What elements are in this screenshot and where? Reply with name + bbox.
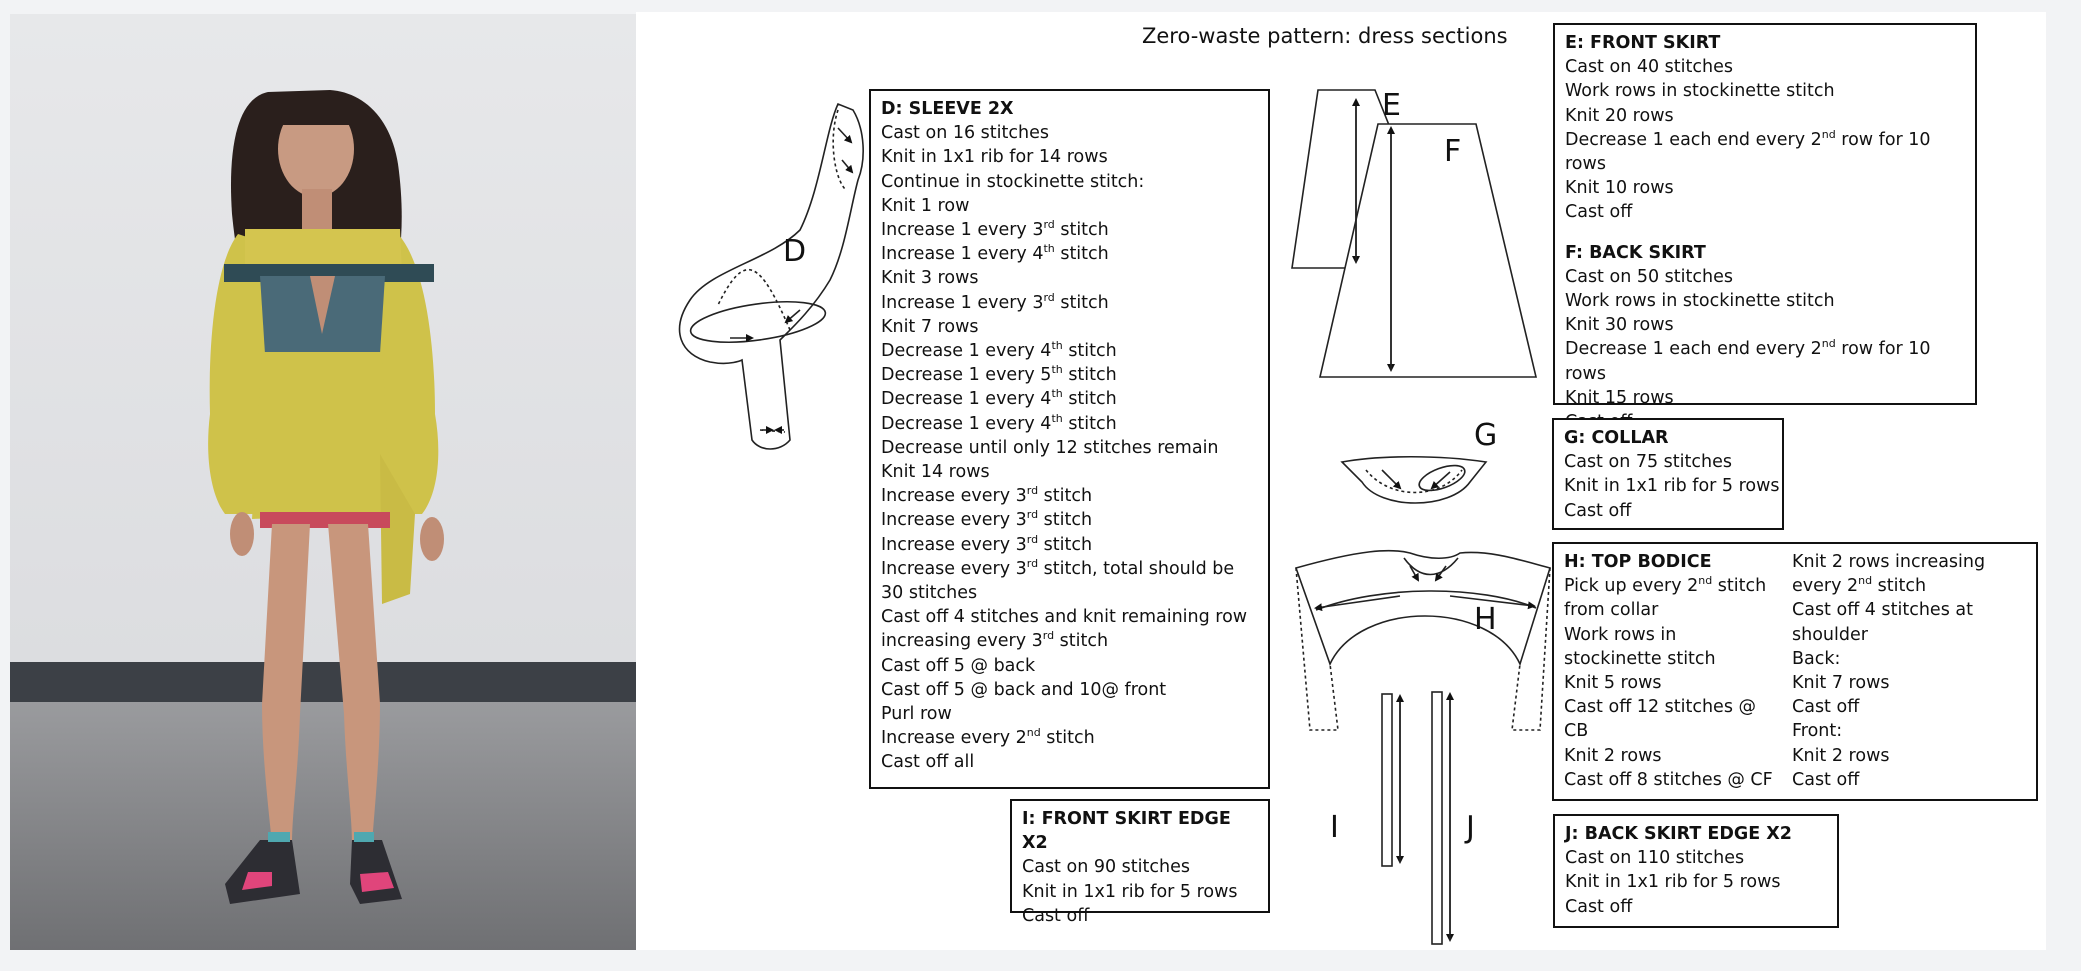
collar-lines <box>1564 450 1780 523</box>
instruction-line <box>1565 337 1965 385</box>
ordinal-suffix: nd <box>1821 127 1836 141</box>
instruction-line: Work rows in stockinette stitch <box>1565 291 1835 312</box>
ordinal-suffix: th <box>1051 411 1063 425</box>
ordinal-suffix: th <box>1051 387 1063 401</box>
instruction-line: Knit 30 rows <box>1565 315 1674 336</box>
instruction-line: Cast off <box>1792 769 1860 790</box>
instruction-text: stitch, total should be 30 stitches <box>881 558 1235 604</box>
label-g: G <box>1474 418 1498 453</box>
pattern-title: Zero-waste pattern: dress sections <box>1142 24 1508 48</box>
ordinal-suffix: th <box>1051 339 1063 353</box>
front-edge-heading: I: FRONT SKIRT EDGE X2 <box>1022 809 1231 854</box>
instruction-line: Cast off all <box>881 752 975 773</box>
instruction-text: stitch <box>1062 341 1117 362</box>
instruction-text: Decrease 1 every 4 <box>881 341 1052 362</box>
instruction-text: stitch <box>1062 365 1117 386</box>
instruction-text: Increase every 3 <box>881 486 1027 507</box>
instruction-line: Cast off <box>1565 202 1633 223</box>
instruction-line: Knit 1 row <box>881 195 970 216</box>
instruction-text: stitch <box>1054 220 1109 241</box>
instruction-text: Knit 2 rows increasing every 2 <box>1792 552 1986 597</box>
instruction-text: stitch <box>1062 389 1117 410</box>
instruction-text: Decrease 1 each end every 2 <box>1565 129 1822 150</box>
instruction-line: Cast off <box>1565 896 1633 917</box>
ordinal-suffix: nd <box>1698 574 1713 588</box>
label-j: J <box>1466 810 1475 845</box>
instruction-line: Front: <box>1792 721 1843 742</box>
instruction-line <box>881 363 1258 387</box>
instruction-line <box>1565 128 1965 176</box>
back-edge-heading: J: BACK SKIRT EDGE X2 <box>1565 824 1792 844</box>
instruction-line: Cast off <box>1792 697 1860 718</box>
label-f: F <box>1444 134 1462 169</box>
instruction-text: stitch <box>1038 534 1093 555</box>
instruction-line <box>881 508 1258 532</box>
instruction-line <box>881 605 1258 653</box>
instruction-line <box>881 387 1258 411</box>
label-h: H <box>1474 602 1497 637</box>
instruction-line: Knit 7 rows <box>1792 673 1890 694</box>
instruction-line <box>881 242 1258 266</box>
sleeve-heading: D: SLEEVE 2X <box>881 99 1014 119</box>
ordinal-suffix: nd <box>1026 726 1041 740</box>
instruction-line <box>881 291 1258 315</box>
instruction-line: Knit 7 rows <box>881 316 979 337</box>
instruction-line: Knit in 1x1 rib for 5 rows <box>1022 881 1238 902</box>
instruction-line: Cast off <box>1564 500 1632 521</box>
instruction-text: stitch <box>1062 413 1117 434</box>
instruction-line: Cast on 16 stitches <box>881 123 1049 144</box>
instruction-text: Pick up every 2 <box>1564 576 1699 597</box>
ordinal-suffix: nd <box>1858 574 1873 588</box>
instruction-line: Knit in 1x1 rib for 14 rows <box>881 147 1108 168</box>
label-e: E <box>1382 88 1401 123</box>
instruction-text: Cast off 4 stitches and knit remaining row increasing every 3 <box>881 607 1248 652</box>
instruction-line: Knit 3 rows <box>881 268 979 289</box>
front-skirt-lines <box>1565 55 1965 224</box>
instruction-line: Cast off 12 stitches @ CB <box>1564 697 1757 742</box>
instruction-line: Cast on 90 stitches <box>1022 857 1190 878</box>
instruction-text: Increase 1 every 3 <box>881 220 1044 241</box>
instruction-line: Purl row <box>881 704 952 725</box>
back-skirt-heading: F: BACK SKIRT <box>1565 242 1706 263</box>
ordinal-suffix: rd <box>1026 557 1039 571</box>
instruction-line: Cast on 110 stitches <box>1565 848 1745 869</box>
instruction-line: Continue in stockinette stitch: <box>881 171 1145 192</box>
instruction-line: Knit 20 rows <box>1565 105 1674 126</box>
instruction-text: Increase every 3 <box>881 534 1027 555</box>
edge-diagrams <box>1382 692 1450 944</box>
collar-diagram <box>1342 457 1486 503</box>
instruction-line <box>881 339 1258 363</box>
instruction-line: Knit 10 rows <box>1565 178 1674 199</box>
instruction-line: Knit in 1x1 rib for 5 rows <box>1564 476 1780 497</box>
skirt-diagram <box>1292 90 1536 377</box>
instruction-text: stitch <box>1054 631 1109 652</box>
instruction-line: Knit 2 rows <box>1792 745 1890 766</box>
instruction-line: Work rows in stockinette stitch <box>1565 81 1835 102</box>
instruction-text: stitch <box>1054 292 1109 313</box>
bodice-col1-lines <box>1564 574 1774 792</box>
instruction-line: Knit in 1x1 rib for 5 rows <box>1565 872 1781 893</box>
instruction-text: stitch <box>1040 728 1095 749</box>
instruction-line <box>881 218 1258 242</box>
instruction-text: Increase every 3 <box>881 510 1027 531</box>
instruction-line: Decrease until only 12 stitches remain <box>881 437 1219 458</box>
instruction-text: Increase 1 every 4 <box>881 244 1044 265</box>
instruction-text: Decrease 1 every 5 <box>881 365 1052 386</box>
collar-instructions <box>1552 418 1784 530</box>
instruction-line: Cast on 50 stitches <box>1565 266 1733 287</box>
instruction-line: Cast off 8 stitches @ CF <box>1564 769 1773 790</box>
label-i: I <box>1330 810 1339 845</box>
sleeve-instructions <box>869 89 1270 789</box>
ordinal-suffix: rd <box>1043 290 1055 304</box>
instruction-text: Increase every 3 <box>881 558 1027 579</box>
front-edge-instructions <box>1010 799 1270 926</box>
instruction-text: stitch <box>1054 244 1109 265</box>
skirt-instructions <box>1553 23 1977 408</box>
instruction-line: Cast off 5 @ back and 10@ front <box>881 679 1167 700</box>
instruction-line: Cast on 75 stitches <box>1564 452 1732 473</box>
instruction-line <box>881 484 1258 508</box>
bodice-heading: H: TOP BODICE <box>1564 552 1712 572</box>
back-edge-instructions <box>1553 814 1839 928</box>
instruction-text: stitch from collar <box>1564 576 1767 621</box>
instruction-line: Cast off <box>1022 905 1090 926</box>
instruction-line <box>881 533 1258 557</box>
instruction-line: Knit 15 rows <box>1565 387 1674 408</box>
instruction-text: Decrease 1 every 4 <box>881 389 1052 410</box>
ordinal-suffix: rd <box>1026 484 1039 498</box>
instruction-text: Increase 1 every 3 <box>881 292 1044 313</box>
label-d: D <box>783 234 807 269</box>
bodice-diagram <box>1296 551 1550 730</box>
instruction-line: Back: <box>1792 648 1841 669</box>
sleeve-lines <box>881 121 1258 774</box>
back-skirt-lines <box>1565 265 1965 434</box>
instruction-text: row for 10 rows <box>1565 339 1931 384</box>
ordinal-suffix: rd <box>1026 532 1039 546</box>
ordinal-suffix: rd <box>1026 508 1039 522</box>
instruction-line: Cast off 4 stitches at shoulder <box>1792 600 1973 645</box>
instruction-line: Cast off 5 @ back <box>881 655 1036 676</box>
front-edge-lines <box>1022 855 1258 928</box>
ordinal-suffix: th <box>1051 363 1063 377</box>
instruction-line: Knit 2 rows <box>1564 745 1662 766</box>
instruction-text: stitch <box>1872 576 1927 597</box>
instruction-text: stitch <box>1038 486 1093 507</box>
ordinal-suffix: th <box>1043 242 1055 256</box>
ordinal-suffix: rd <box>1042 629 1055 643</box>
instruction-line <box>881 557 1258 605</box>
instruction-line <box>881 726 1258 750</box>
bodice-instructions <box>1552 542 2038 801</box>
ordinal-suffix: rd <box>1043 218 1055 232</box>
instruction-text: row for 10 rows <box>1565 129 1931 175</box>
instruction-text: Decrease 1 every 4 <box>881 413 1052 434</box>
ordinal-suffix: nd <box>1821 337 1836 351</box>
instruction-line <box>881 412 1258 436</box>
instruction-text: stitch <box>1038 510 1093 531</box>
back-edge-lines <box>1565 846 1827 919</box>
instruction-line: Work rows in stockinette stitch <box>1564 624 1716 669</box>
instruction-line <box>1792 550 2012 598</box>
instruction-text: Decrease 1 each end every 2 <box>1565 339 1822 360</box>
sleeve-diagram <box>680 104 864 449</box>
instruction-line: Knit 14 rows <box>881 462 990 483</box>
front-skirt-heading: E: FRONT SKIRT <box>1565 33 1721 53</box>
instruction-line <box>1564 574 1774 622</box>
instruction-text: Increase every 2 <box>881 728 1027 749</box>
instruction-line: Cast on 40 stitches <box>1565 57 1733 78</box>
instruction-line: Knit 5 rows <box>1564 673 1662 694</box>
collar-heading: G: COLLAR <box>1564 428 1669 448</box>
bodice-col2-lines <box>1792 550 2012 792</box>
